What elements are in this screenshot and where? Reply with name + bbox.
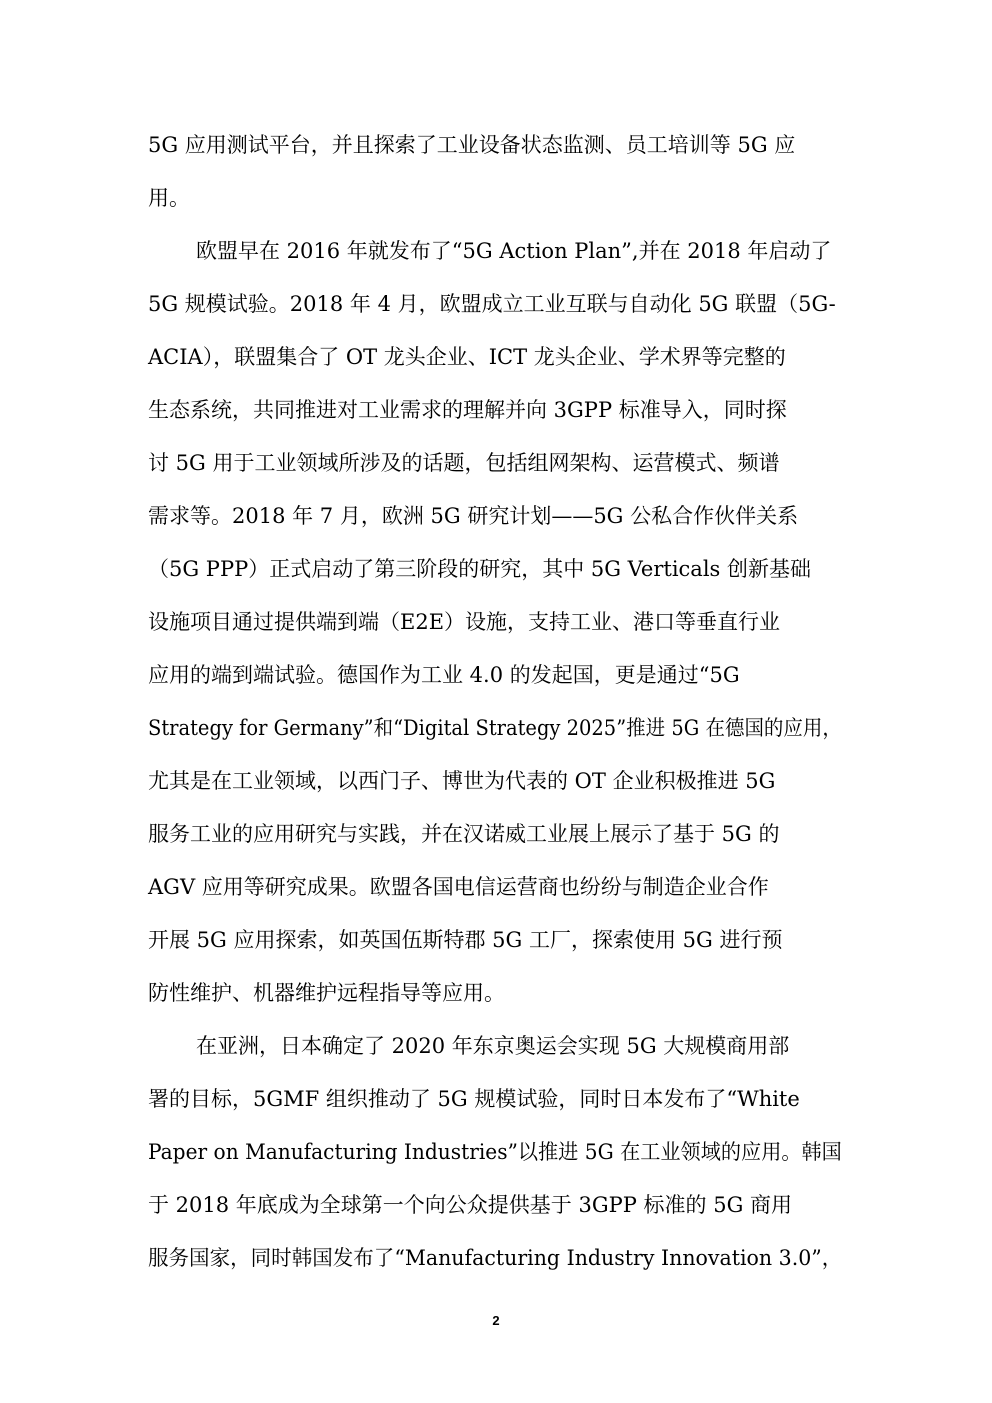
paragraph-2-line-12: 服务工业的应用研究与实践，并在汉诺威工业展上展示了基于 5G 的 xyxy=(148,822,780,846)
paragraph-2-line-5: 讨 5G 用于工业领域所涉及的话题，包括组网架构、运营模式、频谱 xyxy=(148,451,780,475)
paragraph-2-line-14: 开展 5G 应用探索，如英国伍斯特郡 5G 工厂，探索使用 5G 进行预 xyxy=(148,928,783,952)
paragraph-3-line-4: 于 2018 年底成为全球第一个向公众提供基于 3GPP 标准的 5G 商用 xyxy=(148,1193,793,1217)
paragraph-2-line-15: 防性维护、机器维护远程指导等应用。 xyxy=(148,981,505,1005)
paragraph-2-line-2: 5G 规模试验。2018 年 4 月，欧盟成立工业互联与自动化 5G 联盟（5G- xyxy=(148,292,836,316)
paragraph-3-line-3: Paper on Manufacturing Industries”以推进 5G 在工业领域的应用。韩国 xyxy=(148,1140,842,1164)
paragraph-1-line-2: 用。 xyxy=(148,186,190,210)
paragraph-3-line-2: 署的目标，5GMF 组织推动了 5G 规模试验，同时日本发布了“White xyxy=(148,1087,800,1111)
paragraph-2-line-4: 生态系统，共同推进对工业需求的理解并向 3GPP 标准导入，同时探 xyxy=(148,398,787,422)
paragraph-3-line-5: 服务国家，同时韩国发布了“Manufacturing Industry Innovation 3.0”， xyxy=(148,1246,843,1270)
paragraph-1-line-1: 5G 应用测试平台，并且探索了工业设备状态监测、员工培训等 5G 应 xyxy=(148,133,796,157)
page-number: 2 xyxy=(492,1313,500,1328)
paragraph-2-line-6: 需求等。2018 年 7 月，欧洲 5G 研究计划——5G 公私合作伙伴关系 xyxy=(148,504,799,528)
paragraph-2-line-13: AGV 应用等研究成果。欧盟各国电信运营商也纷纷与制造企业合作 xyxy=(148,875,769,899)
paragraph-2-line-1: 欧盟早在 2016 年就发布了“5G Action Plan”,并在 2018 年启动了 xyxy=(196,239,832,263)
paragraph-2-line-7: （5G PPP）正式启动了第三阶段的研究，其中 5G Verticals 创新基础 xyxy=(148,557,811,581)
paragraph-2-line-9: 应用的端到端试验。德国作为工业 4.0 的发起国，更是通过“5G xyxy=(148,663,740,687)
paragraph-2-line-3: ACIA），联盟集合了 OT 龙头企业、ICT 龙头企业、学术界等完整的 xyxy=(148,345,786,369)
paragraph-3-line-1: 在亚洲，日本确定了 2020 年东京奥运会实现 5G 大规模商用部 xyxy=(196,1034,790,1058)
paragraph-2-line-10: Strategy for Germany”和“Digital Strategy 2025”推进 5G 在德国的应用， xyxy=(148,716,842,740)
paragraph-2-line-8: 设施项目通过提供端到端（E2E）设施，支持工业、港口等垂直行业 xyxy=(148,610,781,634)
paragraph-2-line-11: 尤其是在工业领域，以西门子、博世为代表的 OT 企业积极推进 5G xyxy=(148,769,776,793)
